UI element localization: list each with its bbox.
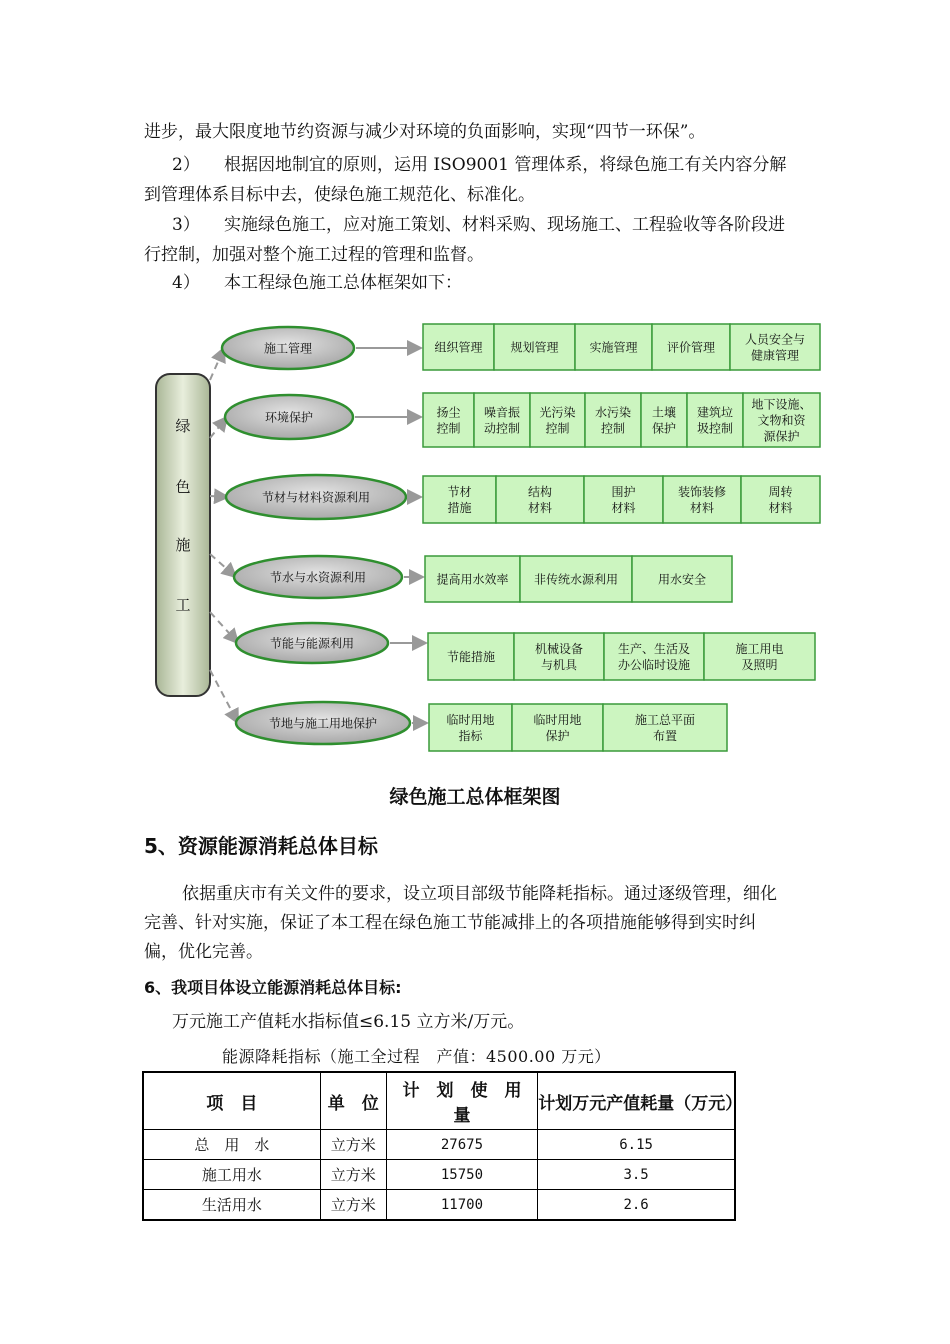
category-box-label: 健康管理 — [750, 348, 800, 363]
category-box-label: 动控制 — [483, 421, 521, 436]
category-box-label: 提高用水效率 — [436, 572, 509, 587]
branch-label: 环境保护 — [264, 410, 314, 425]
connector-arrow — [210, 612, 238, 643]
item-3-num: 3） — [172, 215, 200, 235]
section-5-line-3: 偏，优化完善。 — [144, 942, 263, 962]
category-box-label: 水污染 — [594, 405, 632, 420]
header-item: 项 目 — [143, 1072, 320, 1130]
category-box — [730, 324, 820, 370]
category-box-label: 保护 — [545, 729, 570, 743]
table-row — [143, 1160, 735, 1190]
category-box-label: 控制 — [545, 421, 570, 436]
section-6-heading: 6、我项目体设立能源消耗总体目标: — [144, 978, 402, 997]
category-box-label: 材料 — [527, 501, 553, 515]
root-char: 施 — [175, 536, 191, 554]
category-box-label: 组织管理 — [434, 340, 483, 355]
category-box-label: 建筑垃 — [696, 405, 734, 420]
cell-unit: 立方米 — [320, 1190, 386, 1221]
category-box — [429, 704, 512, 751]
cell-amount: 27675 — [386, 1130, 538, 1160]
item-4-num: 4） — [172, 273, 200, 293]
section-5-line-1: 依据重庆市有关文件的要求，设立项目部级节能降耗指标。通过逐级管理，细化 — [182, 884, 777, 904]
category-box-label: 规划管理 — [510, 340, 559, 355]
category-box-label: 用水安全 — [657, 572, 707, 587]
category-box-label: 材料 — [768, 501, 793, 515]
header-unit: 单 位 — [320, 1072, 386, 1130]
item-4 — [144, 268, 834, 298]
section-5-heading: 5、资源能源消耗总体目标 — [144, 834, 378, 858]
cell-item: 总 用 水 — [143, 1130, 320, 1160]
category-box — [530, 393, 585, 447]
category-box-label: 措施 — [447, 501, 472, 515]
category-box — [687, 393, 743, 447]
category-box-label: 源保护 — [763, 429, 800, 444]
root-char: 绿 — [175, 417, 191, 435]
header-per-10k-yuan: 计划万元产值耗量（万元） — [538, 1072, 735, 1130]
cell-amount: 11700 — [386, 1190, 538, 1221]
category-box — [514, 633, 604, 680]
category-box-label: 人员安全与 — [744, 332, 806, 347]
category-box-label: 生产、生活及 — [617, 642, 691, 656]
category-box — [474, 393, 530, 447]
item-3-text-b: 行控制，加强对整个施工过程的管理和监督。 — [144, 245, 484, 265]
cell-per-10k: 3.5 — [538, 1160, 735, 1190]
item-2-num: 2） — [172, 155, 200, 175]
item-2-text-b: 到管理体系目标中去，使绿色施工规范化、标准化。 — [144, 185, 535, 205]
cell-unit: 立方米 — [320, 1160, 386, 1190]
category-box-label: 办公临时设施 — [617, 658, 691, 672]
framework-diagram-svg — [0, 300, 950, 780]
cell-per-10k: 6.15 — [538, 1130, 735, 1160]
category-box-label: 节材 — [447, 485, 472, 499]
energy-index-table — [142, 1071, 743, 1221]
item-3 — [144, 210, 834, 270]
table-caption: 能源降耗指标（施工全过程 产值：4500.00 万元） — [222, 1047, 611, 1066]
root-char: 工 — [175, 596, 191, 614]
item-2 — [144, 150, 834, 210]
category-box-label: 噪音振 — [483, 405, 521, 420]
water-target-text: 万元施工产值耗水指标值≤6.15 立方米/万元。 — [172, 1012, 525, 1032]
category-box-label: 圾控制 — [696, 421, 734, 436]
connector-arrow — [210, 554, 236, 577]
category-box-label: 扬尘 — [436, 405, 461, 420]
category-box-label: 及照明 — [741, 658, 778, 672]
cell-item: 生活用水 — [143, 1190, 320, 1221]
category-box — [604, 633, 704, 680]
category-box-label: 节能措施 — [446, 650, 496, 664]
branch-label: 节材与材料资源利用 — [261, 490, 371, 505]
section-5-paragraph — [144, 880, 834, 967]
category-box-label: 临时用地 — [533, 713, 582, 727]
item-4-text-a: 本工程绿色施工总体框架如下： — [224, 273, 462, 293]
section-6-target — [144, 1007, 834, 1037]
category-box-label: 施工总平面 — [634, 713, 696, 727]
table-header-row — [143, 1072, 735, 1130]
item-2-text-a: 根据因地制宜的原则，运用 ISO9001 管理体系，将绿色施工有关内容分解 — [224, 155, 787, 175]
category-box-label: 结构 — [527, 485, 553, 499]
category-box-label: 围护 — [611, 485, 636, 499]
table-row — [143, 1190, 735, 1221]
category-box — [741, 476, 820, 523]
cell-per-10k: 2.6 — [538, 1190, 735, 1221]
category-box — [423, 393, 474, 447]
category-box-label: 周转 — [768, 485, 793, 499]
category-box-label: 材料 — [611, 501, 636, 515]
connector-arrow — [210, 670, 238, 723]
branch-label: 节能与能源利用 — [269, 636, 355, 651]
category-box-label: 布置 — [652, 729, 678, 743]
category-box — [584, 476, 663, 523]
category-box-label: 保护 — [651, 421, 677, 436]
category-box — [641, 393, 687, 447]
category-box-label: 评价管理 — [666, 340, 716, 355]
intro-line-1: 进步，最大限度地节约资源与减少对环境的负面影响，实现“四节一环保”。 — [144, 122, 706, 142]
framework-diagram — [0, 300, 950, 780]
category-box-label: 光污染 — [539, 405, 576, 420]
header-planned-amount: 计 划 使 用 量 — [386, 1072, 538, 1130]
category-box-label: 机械设备 — [534, 642, 584, 656]
category-box-label: 土壤 — [651, 405, 677, 420]
branch-label: 节水与水资源利用 — [269, 570, 367, 585]
connector-arrow — [210, 348, 224, 380]
category-box-label: 材料 — [689, 501, 715, 515]
cell-amount: 15750 — [386, 1160, 538, 1190]
section-5-line-2: 完善、针对实施，保证了本工程在绿色施工节能减排上的各项措施能够得到实时纠 — [144, 913, 756, 933]
category-box-label: 与机具 — [540, 658, 578, 672]
diagram-caption: 绿色施工总体框架图 — [389, 786, 561, 808]
category-box — [423, 476, 496, 523]
category-box-label: 地下设施、 — [751, 397, 812, 412]
cell-unit: 立方米 — [320, 1130, 386, 1160]
category-box — [663, 476, 741, 523]
category-box-label: 非传统水源利用 — [533, 572, 619, 587]
category-box-label: 控制 — [600, 421, 626, 436]
category-box-label: 控制 — [436, 421, 461, 436]
cell-item: 施工用水 — [143, 1160, 320, 1190]
category-box-label: 实施管理 — [589, 340, 638, 355]
category-box — [585, 393, 641, 447]
category-box-label: 临时用地 — [446, 713, 495, 727]
category-box — [512, 704, 603, 751]
category-box — [704, 633, 815, 680]
category-box-label: 施工用电 — [735, 642, 784, 656]
item-3-text-a: 实施绿色施工，应对施工策划、材料采购、现场施工、工程验收等各阶段进 — [224, 215, 785, 235]
branch-label: 节地与施工用地保护 — [268, 716, 378, 731]
category-box — [496, 476, 584, 523]
category-box-label: 装饰装修 — [677, 485, 727, 499]
table-row — [143, 1130, 735, 1160]
category-box-label: 指标 — [458, 729, 483, 743]
branch-label: 施工管理 — [263, 341, 313, 356]
category-box — [603, 704, 727, 751]
category-box-label: 文物和资 — [757, 413, 806, 428]
root-char: 色 — [175, 478, 191, 496]
